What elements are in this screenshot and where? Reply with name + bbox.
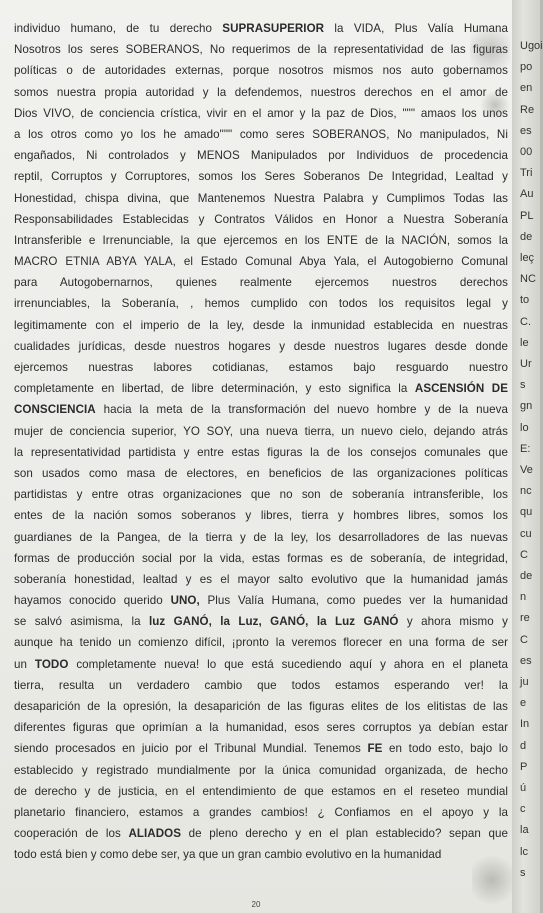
text-line: individuo humano, de tu derecho SUPRASUPERIOR la VIDA, Plus Valía Humana	[14, 22, 508, 35]
edge-text-fragment: re	[520, 612, 530, 625]
edge-text-fragment: en	[520, 82, 533, 95]
text-line: de derecho y de justicia, en el entendimiento de que estamos en el reseteo mundial	[14, 784, 508, 798]
edge-text-fragment: Ve	[520, 464, 533, 476]
text-line: Honestidad, chispa divina, que Mantenemos Nuestra Palabra y Cumplimos Todas las	[14, 191, 508, 205]
text-line: engañados, Ni controlados y MENOS Manipulados por Individuos de procedencia	[14, 149, 508, 163]
edge-text-fragment: s	[520, 866, 526, 879]
edge-text-fragment: nc	[520, 485, 532, 498]
text-line: tierra, resulta un verdadero cambio que todos estamos esperando ver! la	[14, 678, 508, 692]
text-line: reptil, Corruptos y Corruptores, somos los Seres Soberanos De Integridad, Lealtad y	[14, 170, 508, 184]
edge-text-fragment: qu	[520, 506, 533, 519]
edge-text-fragment: po	[520, 61, 533, 74]
edge-text-fragment: e	[520, 697, 527, 710]
edge-text-fragment: ju	[520, 676, 529, 688]
text-line: Intransferible e Irrenunciable, la que ejercemos en los ENTE de la NACIÓN, somos la	[14, 233, 508, 247]
edge-text-fragment: Au	[520, 188, 534, 201]
text-line: irrenunciables, la Soberanía, , hemos cumplido con todos los requisitos legal y	[14, 297, 508, 311]
text-line: cooperación de los ALIADOS de pleno derecho y en el plan establecido? sepan que	[14, 827, 508, 841]
text-line: cualidades jurídicas, desde nuestros hogares y desde nuestros lugares desde donde	[14, 339, 508, 353]
text-line: ejercemos nuestras labores cotidianas, estamos bajo resguardo nuestro	[14, 361, 508, 374]
edge-text-fragment: C	[520, 548, 528, 561]
text-line: son usados como masa de electores, en beneficios de las organizaciones políticas	[14, 466, 508, 480]
text-line: todo está bien y como debe ser, ya que un gran cambio evolutivo en la humanidad	[14, 848, 442, 862]
text-line: soberanía honestidad, lealtad y es el mayor salto evolutivo que la humanidad jamás	[14, 572, 508, 586]
edge-text-fragment: le	[520, 336, 529, 349]
text-line: desaparición de la opresión, la desaparición de las figuras elites de los elitistas de las	[14, 700, 508, 713]
edge-text-fragment: d	[520, 739, 527, 752]
text-line: establecido y registrado mundialmente por la única comunidad organizada, de hecho	[14, 763, 508, 777]
text-line: aunque ha tenido un comienzo difícil, ¡pronto la veremos florecer en una forma de ser	[14, 636, 508, 650]
edge-text-fragment: es	[520, 124, 532, 137]
edge-text-fragment: ú	[520, 782, 527, 794]
text-line: siendo procesados en juicio por el Tribunal Mundial. Tenemos FE en todo esto, bajo lo	[14, 742, 509, 756]
edge-text-fragment: gn	[520, 400, 533, 413]
text-line: para Autogobernarnos, quienes realmente ejercemos nuestros derechos	[14, 276, 508, 290]
text-line: Responsabilidades Establecidas y Contratos Válidos en Honor a Nuestra Soberanía	[14, 212, 508, 226]
text-line: hayamos conocido querido UNO, Plus Valía Humana, como puedes ver la humanidad	[14, 594, 508, 608]
text-line: entes de la nación somos soberanos y libres, tierra y hombres libres, somos los	[14, 509, 508, 523]
text-line: diferentes figuras que oprimían a la humanidad, esos seres corruptos ya debían estar	[14, 721, 508, 735]
text-line: planetario financiero, estamos a grandes cambios! ¿ Confiamos en el apoyo y la	[14, 805, 508, 819]
body-text	[14, 18, 508, 866]
text-line: a los otros como yo los he amado""" como seres SOBERANOS, No manipulados, Ni	[14, 127, 508, 141]
text-line: formas de producción social por la vida, estas formas es de soberanía, de integridad,	[14, 551, 508, 565]
text-line: mujer de conciencia superior, YO SOY, una nueva tierra, un nuevo cielo, dejando atrás	[14, 424, 508, 438]
edge-text-fragment: es	[520, 654, 532, 667]
edge-text-fragment: Tri	[520, 167, 533, 180]
edge-text-fragment: de	[520, 230, 533, 243]
edge-text-fragment: NC	[520, 273, 536, 286]
text-line: políticas o de autoridades externas, porque nosotros mismos nos auto gobernamos	[14, 64, 508, 78]
edge-text-fragment: n	[520, 591, 527, 604]
smudge-mark	[480, 90, 510, 120]
text-line: guardianes de la Pangea, de la tierra y de la ley, los desarrolladores de las nuevas	[14, 530, 508, 544]
edge-text-fragment: la	[520, 824, 529, 837]
adjacent-page-edge	[512, 0, 543, 913]
edge-text-fragment: lo	[520, 421, 529, 434]
edge-text-fragment: c	[520, 803, 526, 816]
edge-text-fragment: de	[520, 570, 533, 582]
text-line: somos nuestra propia autoridad y la defendemos, nuestros derechos en el amor de	[14, 85, 508, 99]
edge-text-fragment: cu	[520, 527, 532, 540]
text-line: CONSCIENCIA hacia la meta de la transformación del nuevo hombre y de la nueva	[14, 403, 508, 417]
page-number: 20	[251, 900, 261, 909]
edge-text-fragment: Ugoi	[520, 40, 543, 52]
text-line: la representatividad partidista y entre estas figuras la de los consejos comunales que	[14, 445, 508, 459]
text-line: legitimamente con el imperio de la ley, desde la inmunidad establecida en nuestras	[14, 318, 508, 332]
edge-text-fragment: In	[520, 718, 530, 731]
edge-text-fragment: to	[520, 294, 530, 307]
text-line: completamente en libertad, de libre determinación, y esto significa la ASCENSIÓN DE	[14, 382, 509, 396]
edge-text-fragment: Ur	[520, 358, 532, 370]
edge-text-fragment: C	[520, 633, 528, 646]
edge-text-fragment: lc	[520, 845, 528, 858]
edge-text-fragment: s	[520, 379, 526, 392]
edge-text-fragment: C.	[520, 315, 531, 328]
edge-text-fragment: Re	[520, 103, 535, 116]
edge-text-fragment: E:	[520, 442, 531, 455]
edge-text-fragment: 00	[520, 146, 533, 158]
edge-text-fragment: leç	[520, 252, 535, 264]
text-line: partidistas y entre otras organizaciones que no son de soberanía intransferible, los	[14, 488, 508, 502]
edge-text-fragment: PL	[520, 209, 534, 222]
text-line: se salvó asimisma, la luz GANÓ, la Luz, GANÓ, la Luz GANÓ y ahora mismo y	[14, 615, 508, 629]
text-line: Dios VIVO, de conciencia crística, vivir en el amor y la paz de Dios, """ amaos los unos	[14, 106, 508, 120]
corner-stamp	[470, 20, 510, 80]
text-line: Nosotros los seres SOBERANOS, No requerimos de la representatividad de las figuras	[14, 43, 508, 57]
text-line: MACRO ETNIA ABYA YALA, el Estado Comunal Abya Yala, el Autogobierno Comunal	[14, 255, 508, 269]
edge-text-fragment: P	[520, 760, 528, 773]
text-line: un TODO completamente nueva! lo que está sucediendo aquí y ahora en el planeta	[14, 657, 508, 671]
